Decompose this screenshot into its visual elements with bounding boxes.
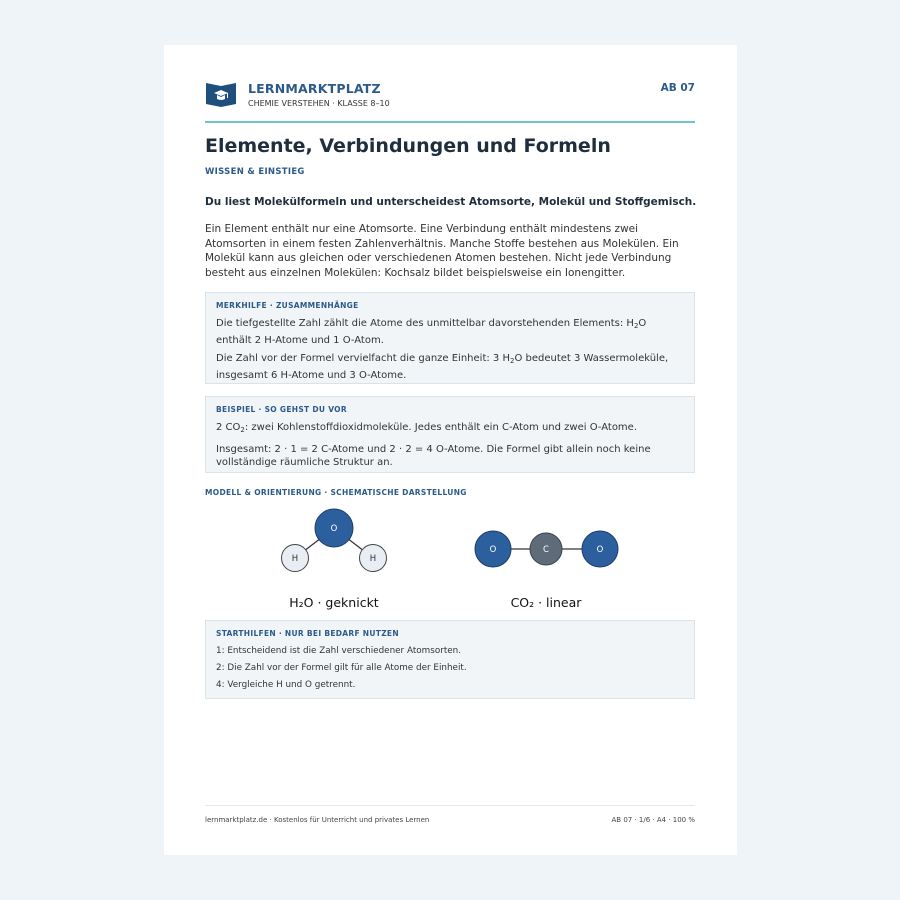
water-hydrogen-label-right: H — [369, 554, 377, 564]
starthilfe-item-3: 4: Vergleiche H und O getrennt. — [216, 680, 356, 690]
intro-paragraph: Ein Element enthält nur eine Atomsorte. Eine Verbindung enthält mindestens zwei Atomsorten in einem festen Zahlenverhältnis. Manche Stoffe bestehen aus Molekülen. Ein Molekül kann aus gleichen oder verschiedenen Atomen bestehen. Nicht jede Verbindung besteht aus einzelnen Molekülen: Kochsalz bildet beispielsweise ein Ionengitter. — [205, 223, 679, 279]
starthilfen-heading: STARTHILFEN · NUR BEI BEDARF NUTZEN — [216, 629, 399, 638]
footer-divider — [205, 805, 695, 806]
merkhilfe-heading: MERKHILFE · ZUSAMMENHÄNGE — [216, 301, 359, 310]
footer-site-info: lernmarktplatz.de · Kostenlos für Unterricht und privates Lernen — [205, 816, 430, 824]
co2-oxygen-label-left: O — [489, 545, 497, 555]
beispiel-heading: BEISPIEL · SO GEHST DU VOR — [216, 405, 347, 414]
page-header — [205, 80, 695, 125]
molecule-diagram — [205, 500, 695, 615]
co2-carbon-label: C — [543, 545, 549, 555]
brand-name: LERNMARKTPLATZ — [248, 81, 381, 96]
co2-caption: CO₂ · linear — [510, 595, 582, 610]
footer-page-info: AB 07 · 1/6 · A4 · 100 % — [611, 816, 695, 824]
water-hydrogen-label-left: H — [291, 554, 299, 564]
merkhilfe-paragraph-2: Die Zahl vor der Formel vervielfacht die ganze Einheit: 3 $H_2O$ bedeutet 3 Wassermoleküle, insgesamt 6 H-Atome und 3 O-Atome. — [216, 353, 669, 381]
merkhilfe-paragraph-1: Die tiefgestellte Zahl zählt die Atome des unmittelbar davorstehenden Elements: $H_2O$ enthält 2 H-Atome und 1 O-Atom. — [216, 318, 647, 346]
section-kicker: WISSEN & EINSTIEG — [205, 167, 305, 177]
co2-molecule — [475, 531, 618, 610]
page-title: Elemente, Verbindungen und Formeln — [205, 135, 611, 157]
starthilfen-box — [205, 620, 695, 699]
model-section-heading: MODELL & ORIENTIERUNG · SCHEMATISCHE DARSTELLUNG — [205, 488, 467, 497]
water-oxygen-label: O — [330, 524, 338, 534]
merkhilfe-box — [205, 292, 695, 384]
beispiel-box — [205, 396, 695, 473]
water-caption: H₂O · geknickt — [289, 595, 379, 610]
worksheet-page — [164, 45, 737, 855]
starthilfe-item-1: 1: Entscheidend ist die Zahl verschiedener Atomsorten. — [216, 646, 462, 656]
brand-subtitle: CHEMIE VERSTEHEN · KLASSE 8–10 — [248, 99, 390, 108]
co2-oxygen-label-right: O — [596, 545, 604, 555]
graduation-cap-book-icon — [205, 80, 237, 108]
sheet-number: AB 07 — [660, 82, 695, 94]
header-divider — [205, 121, 695, 123]
starthilfe-item-2: 2: Die Zahl vor der Formel gilt für alle Atome der Einheit. — [216, 663, 467, 673]
water-molecule — [282, 509, 387, 610]
beispiel-paragraph-1: 2 $CO_2$: zwei Kohlenstoffdioxidmoleküle. Jedes enthält ein C-Atom und zwei O-Atome. — [216, 422, 638, 434]
lead-text: Du liest Molekülformeln und unterscheidest Atomsorte, Molekül und Stoffgemisch. — [205, 196, 697, 208]
beispiel-paragraph-2: Insgesamt: 2 · 1 = 2 C-Atome und 2 · 2 = 4 O-Atome. Die Formel gibt allein noch keine vollständige räumliche Struktur an. — [216, 443, 651, 468]
